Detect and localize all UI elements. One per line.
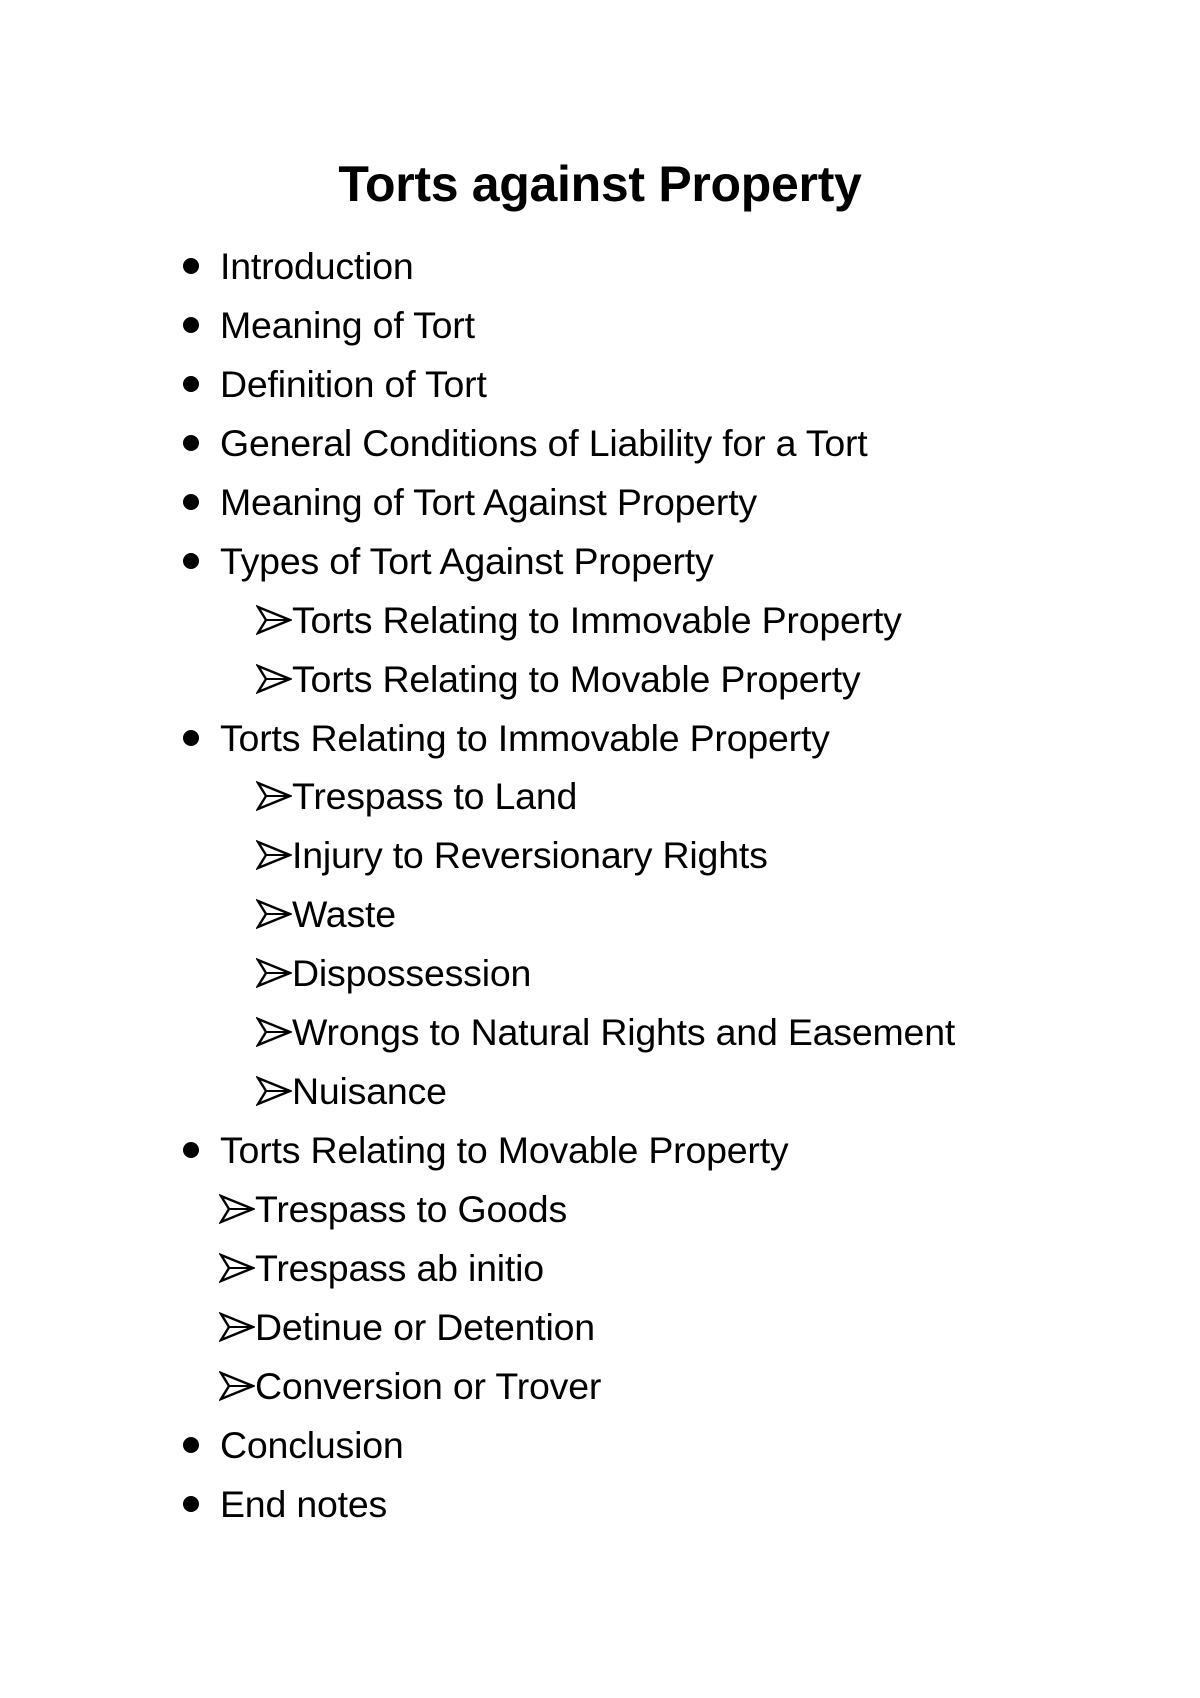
list-item-label: Trespass ab initio [255, 1247, 544, 1289]
page-title: Torts against Property [338, 156, 862, 212]
arrow-bullet-icon [256, 1075, 292, 1107]
list-item-label: Wrongs to Natural Rights and Easement [292, 1011, 956, 1053]
list-item-label: Torts Relating to Immovable Property [292, 599, 902, 641]
sub-list-item [256, 826, 768, 884]
list-item-label: General Conditions of Liability for a Tort [220, 422, 868, 464]
list-item-label: Meaning of Tort Against Property [220, 481, 757, 523]
list-item-label: Meaning of Tort [220, 304, 475, 346]
bullet-dot-icon [183, 317, 199, 333]
list-item-label: Dispossession [292, 952, 532, 994]
bullet-dot-icon [183, 376, 199, 392]
bullet-dot-icon [183, 1496, 199, 1512]
arrow-bullet-icon [219, 1370, 255, 1402]
arrow-bullet-icon [256, 898, 292, 930]
bullet-dot-icon [183, 494, 199, 510]
bullet-dot-icon [183, 435, 199, 451]
list-item-label: Injury to Reversionary Rights [292, 834, 768, 876]
list-item-label: Types of Tort Against Property [220, 540, 714, 582]
list-item-label: Detinue or Detention [255, 1306, 595, 1348]
list-item-label: End notes [220, 1483, 388, 1525]
arrow-bullet-icon [219, 1193, 255, 1225]
list-item-label: Waste [292, 893, 396, 935]
list-item-label: Introduction [220, 245, 414, 287]
list-item-label: Torts Relating to Movable Property [220, 1129, 789, 1171]
sub-list-item [219, 1180, 567, 1238]
list-item-label: Trespass to Goods [255, 1188, 568, 1230]
list-item-label: Nuisance [292, 1070, 447, 1112]
bullet-dot-icon [183, 258, 199, 274]
sub-list-item [256, 650, 860, 708]
bullet-dot-icon [183, 730, 199, 746]
list-item-label: Torts Relating to Movable Property [292, 658, 861, 700]
sub-list-item [256, 944, 531, 1002]
sub-list-item [256, 767, 577, 825]
bullet-dot-icon [183, 553, 199, 569]
sub-list-item [256, 591, 902, 649]
sub-list-item [256, 885, 396, 943]
sub-list-item [256, 1062, 447, 1120]
arrow-bullet-icon [256, 663, 292, 695]
list-item-label: Definition of Tort [220, 363, 487, 405]
sub-list-item [256, 1003, 955, 1061]
sub-list-item [219, 1239, 544, 1297]
arrow-bullet-icon [256, 780, 292, 812]
list-item-label: Torts Relating to Immovable Property [220, 717, 830, 759]
arrow-bullet-icon [219, 1252, 255, 1284]
list-item-label: Conclusion [220, 1424, 404, 1466]
arrow-bullet-icon [256, 604, 292, 636]
list-item-label: Conversion or Trover [255, 1365, 602, 1407]
list-item-label: Trespass to Land [292, 775, 578, 817]
bullet-dot-icon [183, 1142, 199, 1158]
sub-list-item [219, 1357, 601, 1415]
arrow-bullet-icon [256, 957, 292, 989]
arrow-bullet-icon [256, 1016, 292, 1048]
sub-list-item [219, 1298, 595, 1356]
arrow-bullet-icon [219, 1311, 255, 1343]
arrow-bullet-icon [256, 839, 292, 871]
bullet-dot-icon [183, 1437, 199, 1453]
